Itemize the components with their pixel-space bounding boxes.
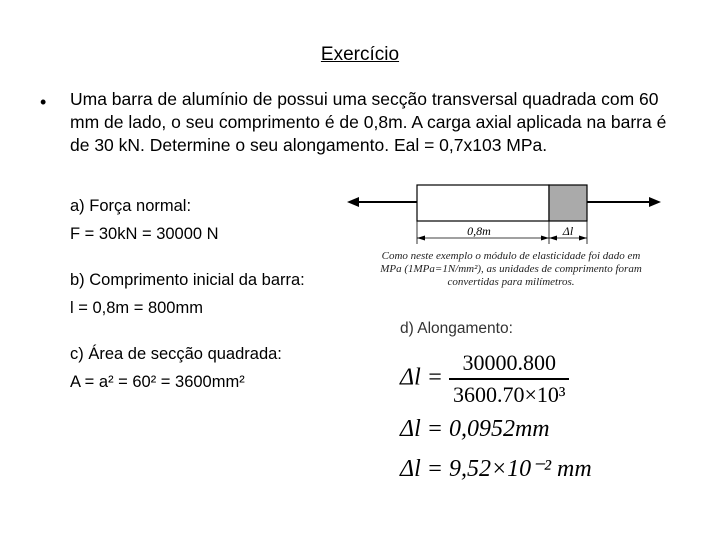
item-c-value: A = a² = 60² = 3600mm² xyxy=(70,373,245,391)
bar-original xyxy=(417,185,549,221)
problem-statement: Uma barra de alumínio de possui uma secção transversal quadrada com 60 mm de lado, o seu comprimento é de 0,8m. A carga axial aplicada na barra é de 30 kN. Determine o seu alongamento. Eal = 0,7x103 MPa. xyxy=(70,89,667,155)
elongation-fraction xyxy=(400,350,569,408)
item-a-label: a) Força normal: xyxy=(70,197,192,215)
left-arrowhead-icon xyxy=(347,197,359,207)
right-arrowhead-icon xyxy=(649,197,661,207)
bullet-marker: • xyxy=(40,92,47,112)
fraction-denominator: 3600.70×10³ xyxy=(452,382,566,407)
bar-elongation xyxy=(549,185,587,221)
elongation-result-scientific: Δl = 9,52×10⁻² mm xyxy=(400,456,592,482)
fraction-numerator: 30000.800 xyxy=(449,350,570,380)
item-c-label: c) Área de secção quadrada: xyxy=(70,345,282,363)
item-b-label: b) Comprimento inicial da barra: xyxy=(70,271,305,289)
item-a-value: F = 30kN = 30000 N xyxy=(70,225,219,243)
unit-note: Como neste exemplo o módulo de elasticidade foi dado em MPa (1MPa=1N/mm²), as unidades de comprimento foram convertidas para milímetros. xyxy=(380,250,642,288)
bar-diagram xyxy=(345,180,665,250)
elongation-result-mm: Δl = 0,0952mm xyxy=(400,416,550,442)
slide-title: Exercício xyxy=(320,44,400,65)
fraction-lhs: Δl = xyxy=(400,364,443,391)
length-label: 0,8m xyxy=(467,224,491,238)
delta-label: Δl xyxy=(562,224,574,238)
item-b-value: l = 0,8m = 800mm xyxy=(70,299,203,317)
item-d-label: d) Alongamento: xyxy=(400,320,513,337)
